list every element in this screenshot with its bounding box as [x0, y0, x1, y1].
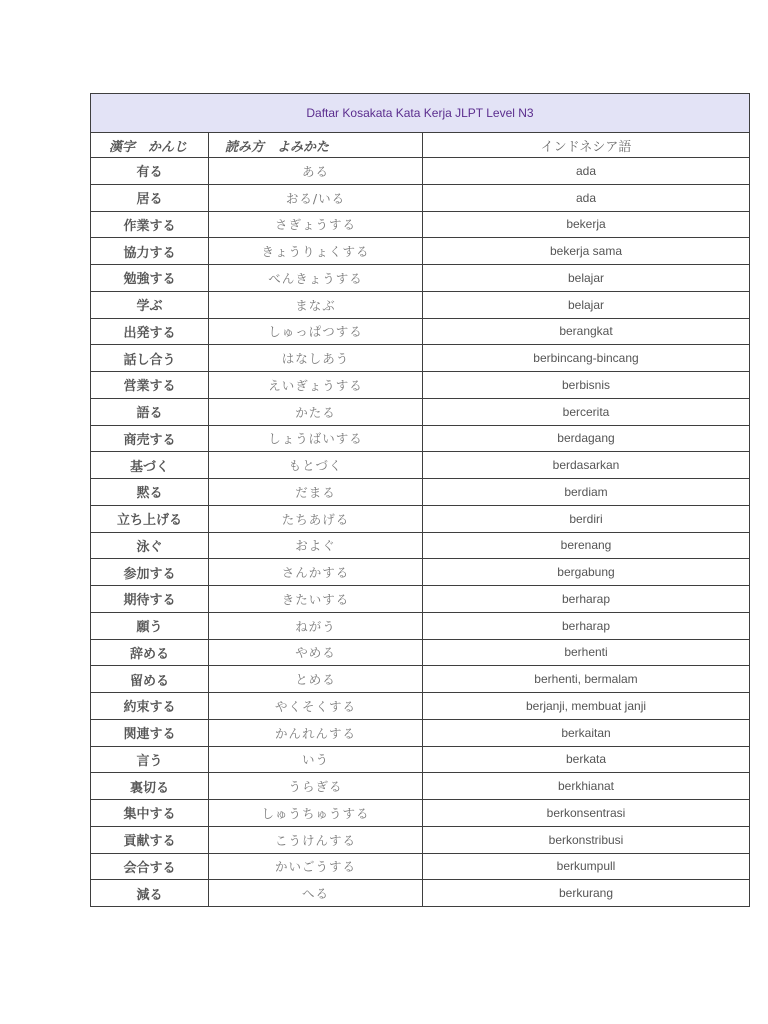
meaning-cell: berkurang	[423, 880, 750, 907]
reading-cell: さんかする	[209, 559, 423, 586]
reading-cell: たちあげる	[209, 505, 423, 532]
table-row	[91, 211, 750, 238]
reading-cell: へる	[209, 880, 423, 907]
meaning-cell: berjanji, membuat janji	[423, 693, 750, 720]
table-row	[91, 398, 750, 425]
vocabulary-table	[90, 93, 750, 907]
table-row	[91, 800, 750, 827]
kanji-cell: 黙る	[91, 479, 209, 506]
kanji-cell: 勉強する	[91, 265, 209, 292]
meaning-cell: belajar	[423, 265, 750, 292]
table-title-row	[91, 94, 750, 133]
meaning-cell: bercerita	[423, 398, 750, 425]
meaning-cell: ada	[423, 158, 750, 185]
reading-cell: さぎょうする	[209, 211, 423, 238]
reading-cell: ある	[209, 158, 423, 185]
meaning-cell: berkata	[423, 746, 750, 773]
kanji-cell: 出発する	[91, 318, 209, 345]
kanji-cell: 集中する	[91, 800, 209, 827]
table-row	[91, 372, 750, 399]
table-row	[91, 505, 750, 532]
header-reading: 読み方 よみかた	[209, 133, 423, 158]
meaning-cell: berbisnis	[423, 372, 750, 399]
reading-cell: べんきょうする	[209, 265, 423, 292]
reading-cell: こうけんする	[209, 826, 423, 853]
table-row	[91, 719, 750, 746]
table-row	[91, 880, 750, 907]
table-row	[91, 291, 750, 318]
table-row	[91, 586, 750, 613]
reading-cell: だまる	[209, 479, 423, 506]
table-row	[91, 265, 750, 292]
meaning-cell: berdiri	[423, 505, 750, 532]
reading-cell: いう	[209, 746, 423, 773]
table-row	[91, 532, 750, 559]
table-row	[91, 826, 750, 853]
kanji-cell: 居る	[91, 184, 209, 211]
kanji-cell: 会合する	[91, 853, 209, 880]
kanji-cell: 学ぶ	[91, 291, 209, 318]
reading-cell: えいぎょうする	[209, 372, 423, 399]
reading-cell: とめる	[209, 666, 423, 693]
kanji-cell: 裏切る	[91, 773, 209, 800]
table-row	[91, 773, 750, 800]
table-row	[91, 853, 750, 880]
meaning-cell: berkhianat	[423, 773, 750, 800]
table-row	[91, 612, 750, 639]
kanji-cell: 有る	[91, 158, 209, 185]
meaning-cell: berkonstribusi	[423, 826, 750, 853]
reading-cell: およぐ	[209, 532, 423, 559]
reading-cell: しゅうちゅうする	[209, 800, 423, 827]
meaning-cell: berdiam	[423, 479, 750, 506]
kanji-cell: 泳ぐ	[91, 532, 209, 559]
meaning-cell: berharap	[423, 586, 750, 613]
header-kanji: 漢字 かんじ	[91, 133, 209, 158]
kanji-cell: 期待する	[91, 586, 209, 613]
header-indonesian: インドネシア語	[423, 133, 750, 158]
meaning-cell: berkumpull	[423, 853, 750, 880]
table-row	[91, 559, 750, 586]
kanji-cell: 商売する	[91, 425, 209, 452]
table-row	[91, 318, 750, 345]
reading-cell: まなぶ	[209, 291, 423, 318]
reading-cell: きたいする	[209, 586, 423, 613]
kanji-cell: 営業する	[91, 372, 209, 399]
kanji-cell: 言う	[91, 746, 209, 773]
kanji-cell: 話し合う	[91, 345, 209, 372]
reading-cell: うらぎる	[209, 773, 423, 800]
table-row	[91, 425, 750, 452]
reading-cell: ねがう	[209, 612, 423, 639]
meaning-cell: berharap	[423, 612, 750, 639]
kanji-cell: 貢献する	[91, 826, 209, 853]
table-row	[91, 452, 750, 479]
reading-cell: はなしあう	[209, 345, 423, 372]
kanji-cell: 関連する	[91, 719, 209, 746]
table-header-row	[91, 133, 750, 158]
kanji-cell: 留める	[91, 666, 209, 693]
meaning-cell: berdasarkan	[423, 452, 750, 479]
table-row	[91, 345, 750, 372]
meaning-cell: berhenti	[423, 639, 750, 666]
meaning-cell: berkonsentrasi	[423, 800, 750, 827]
meaning-cell: bergabung	[423, 559, 750, 586]
reading-cell: かいごうする	[209, 853, 423, 880]
table-row	[91, 693, 750, 720]
reading-cell: かたる	[209, 398, 423, 425]
kanji-cell: 作業する	[91, 211, 209, 238]
kanji-cell: 願う	[91, 612, 209, 639]
meaning-cell: berenang	[423, 532, 750, 559]
reading-cell: しょうばいする	[209, 425, 423, 452]
reading-cell: きょうりょくする	[209, 238, 423, 265]
table-row	[91, 158, 750, 185]
kanji-cell: 約束する	[91, 693, 209, 720]
table-row	[91, 666, 750, 693]
table-title: Daftar Kosakata Kata Kerja JLPT Level N3	[91, 94, 750, 133]
reading-cell: やくそくする	[209, 693, 423, 720]
table-row	[91, 746, 750, 773]
reading-cell: やめる	[209, 639, 423, 666]
kanji-cell: 立ち上げる	[91, 505, 209, 532]
meaning-cell: bekerja sama	[423, 238, 750, 265]
meaning-cell: belajar	[423, 291, 750, 318]
reading-cell: おる/いる	[209, 184, 423, 211]
table-row	[91, 184, 750, 211]
meaning-cell: ada	[423, 184, 750, 211]
table-row	[91, 479, 750, 506]
meaning-cell: berangkat	[423, 318, 750, 345]
meaning-cell: berkaitan	[423, 719, 750, 746]
reading-cell: もとづく	[209, 452, 423, 479]
table-row	[91, 639, 750, 666]
meaning-cell: bekerja	[423, 211, 750, 238]
table-row	[91, 238, 750, 265]
meaning-cell: berdagang	[423, 425, 750, 452]
kanji-cell: 語る	[91, 398, 209, 425]
meaning-cell: berbincang-bincang	[423, 345, 750, 372]
meaning-cell: berhenti, bermalam	[423, 666, 750, 693]
kanji-cell: 辞める	[91, 639, 209, 666]
kanji-cell: 基づく	[91, 452, 209, 479]
kanji-cell: 参加する	[91, 559, 209, 586]
reading-cell: かんれんする	[209, 719, 423, 746]
reading-cell: しゅっぱつする	[209, 318, 423, 345]
kanji-cell: 減る	[91, 880, 209, 907]
kanji-cell: 協力する	[91, 238, 209, 265]
